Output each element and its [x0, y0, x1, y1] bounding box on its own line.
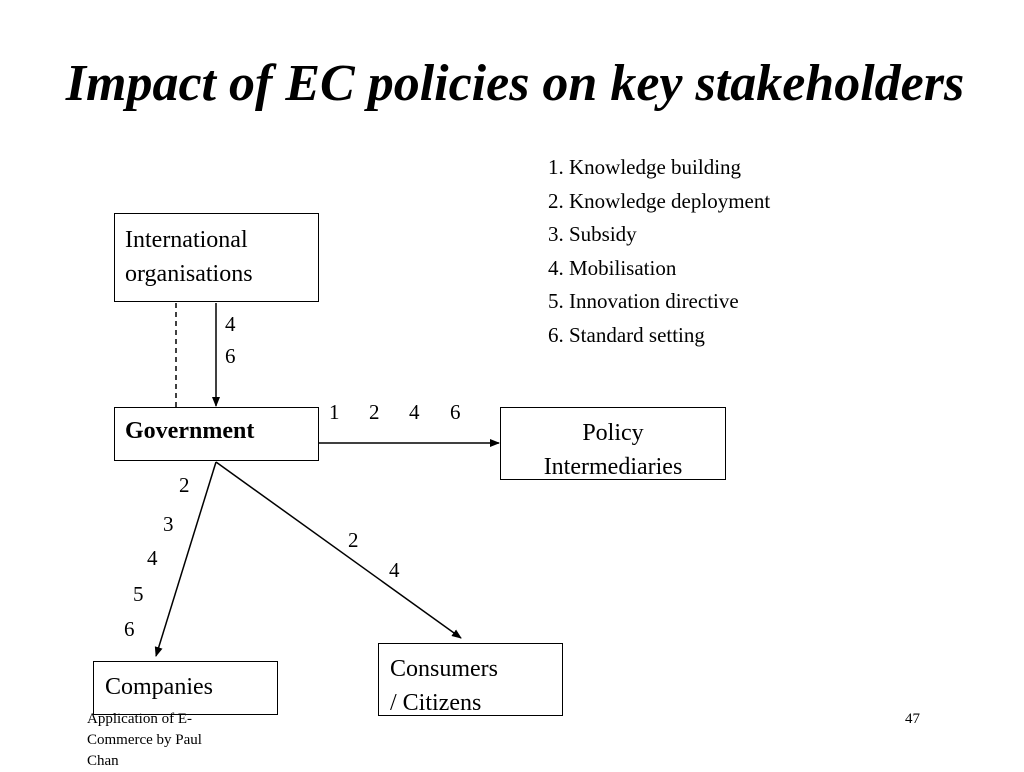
edge-label: 6 — [450, 400, 461, 424]
footer-line: Commerce by Paul — [87, 732, 202, 748]
footer-line: Application of E- — [87, 711, 192, 727]
node-label-line: International — [125, 227, 248, 253]
edge-label: 4 — [389, 558, 400, 582]
edge-label: 6 — [225, 344, 236, 368]
page-number: 47 — [905, 711, 920, 727]
node-label-line: Intermediaries — [543, 454, 683, 480]
node-government — [114, 407, 319, 461]
node-label-line: / Citizens — [390, 690, 482, 716]
edge-label: 2 — [179, 473, 190, 497]
edge-label: 4 — [409, 400, 420, 424]
legend-item: 5. Innovation directive — [548, 289, 739, 314]
edge-label: 4 — [225, 312, 236, 336]
node-label-line: organisations — [125, 261, 253, 287]
node-international-organisations — [114, 213, 319, 302]
node-label-line: Policy — [582, 420, 644, 446]
edge-label: 2 — [348, 528, 359, 552]
legend-item: 3. Subsidy — [548, 222, 637, 247]
slide-title: Impact of EC policies on key stakeholders — [65, 55, 965, 112]
edge-label: 6 — [124, 617, 135, 641]
legend-item: 4. Mobilisation — [548, 255, 677, 280]
footer-line: Chan — [87, 753, 119, 769]
edge-label: 5 — [133, 582, 144, 606]
legend-item: 2. Knowledge deployment — [548, 188, 771, 213]
node-label-line: Consumers — [390, 656, 498, 682]
node-label: Companies — [105, 674, 213, 700]
edge-government-to-consumers — [216, 462, 461, 638]
node-policy-intermediaries — [500, 407, 726, 480]
node-consumers-citizens — [378, 643, 563, 716]
node-label: Government — [125, 418, 255, 444]
footer-text — [87, 709, 257, 772]
edge-label: 1 — [329, 400, 340, 424]
node-companies — [93, 661, 278, 715]
edge-label: 4 — [147, 546, 158, 570]
legend-item: 6. Standard setting — [548, 322, 705, 347]
edge-label: 2 — [369, 400, 380, 424]
edge-label: 3 — [163, 512, 174, 536]
legend-item: 1. Knowledge building — [548, 155, 742, 179]
